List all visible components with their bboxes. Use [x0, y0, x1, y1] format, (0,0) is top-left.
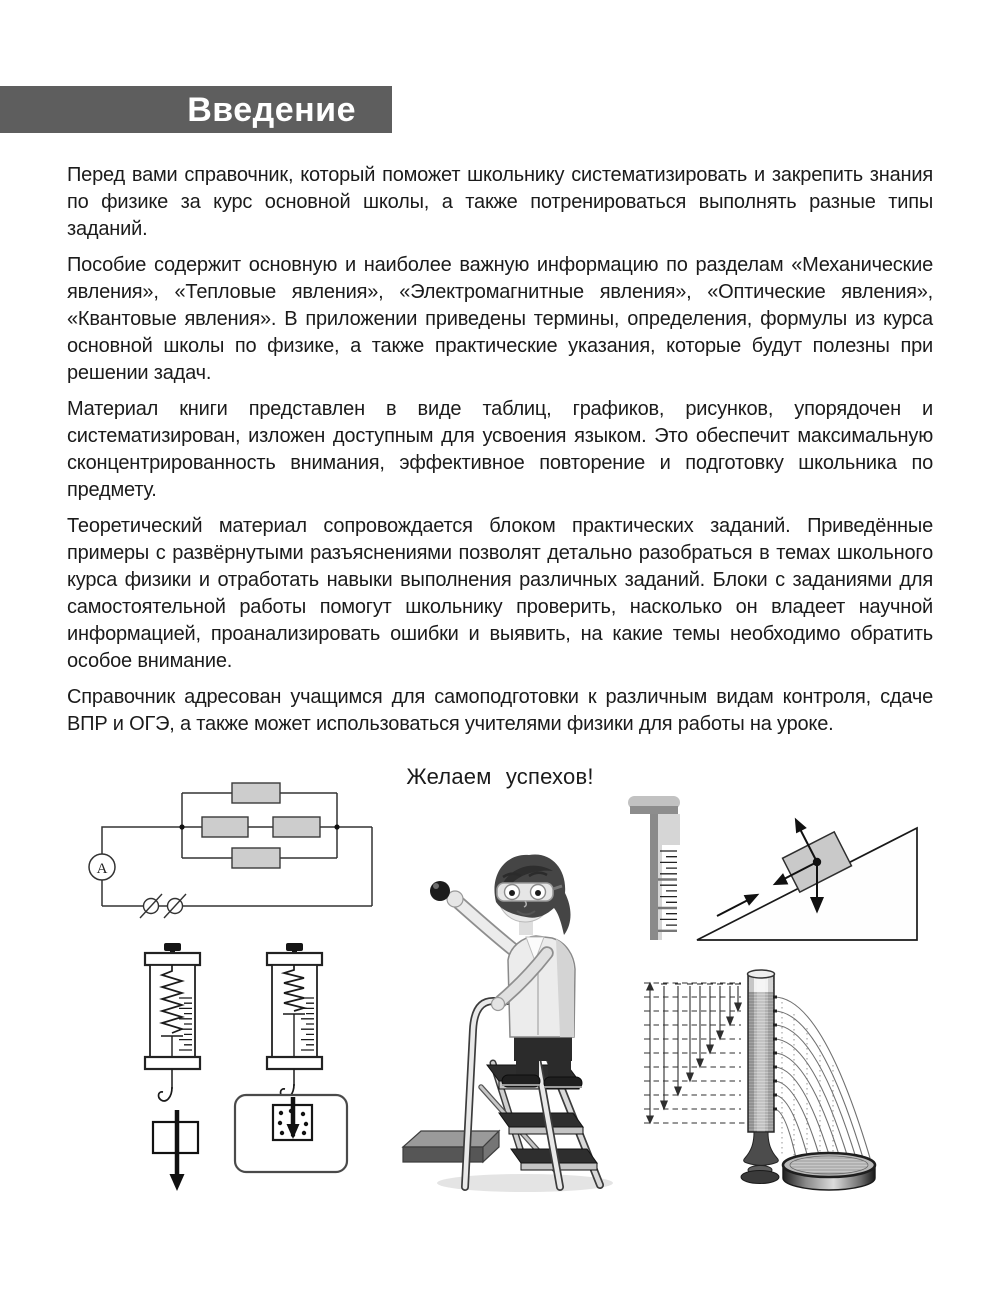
hook-icon — [159, 1087, 172, 1101]
paragraph: Перед вами справочник, который поможет школьнику систематизировать и закрепить знания по физике за курс основной школы, а также потренироваться выполнять разные типы заданий. — [67, 164, 933, 240]
figure-inclined-plane — [620, 785, 920, 945]
kid-icon — [430, 854, 582, 1089]
ammeter-icon — [89, 854, 115, 880]
grid-dashed-lines — [644, 983, 748, 1123]
figure-parallel-circuit — [85, 781, 380, 933]
intro-text — [67, 162, 933, 747]
paragraph: Справочник адресован учащимся для самоподготовки к различным видам контроля, сдаче ВПР и ОГЭ, а также может использоваться учителями физики для работы на уроке. — [67, 686, 933, 735]
figure-kid-on-stepladder — [395, 825, 620, 1200]
resistor-icons — [202, 783, 320, 868]
figure-water-jets — [630, 950, 900, 1202]
junction-dot — [334, 824, 339, 829]
page-title: Введение — [187, 90, 356, 129]
floor-mat-icon — [403, 1131, 499, 1162]
incline-icon — [697, 820, 917, 940]
measuring-cylinder-icon — [628, 796, 680, 940]
chapter-header-band — [0, 86, 392, 133]
column-icon — [741, 970, 779, 1184]
jet-trajectories — [774, 997, 870, 1158]
dynamometer-left — [145, 943, 200, 1191]
dynamometer-right — [235, 943, 347, 1172]
svg-text:А: А — [96, 861, 108, 877]
dish-icon — [783, 1153, 875, 1190]
ball-icon — [430, 881, 450, 901]
paragraph: Теоретический материал сопровождается блоком практических заданий. Приведённые примеры с развёрнутыми разъяснениями позволят детально разобраться в темах школьного курса физики и отработать навыки выполнения различных заданий. Блоки с заданиями для самостоятельной работы помогут школьнику проверить, насколько он владеет научной информацией, проанализировать ошибки и выявить, на какие темы необходимо обратить особое внимание. — [67, 515, 933, 672]
hand — [492, 998, 505, 1011]
wish-line: Желаем успехов! — [406, 764, 594, 789]
paragraph: Пособие содержит основную и наиболее важную информацию по разделам «Механические явления», «Тепловые явления», «Электромагнитные явления», «Оптические явления», «Квантовые явления». В приложении приведены термины, определения, формулы из курса основной школы по физике, а также практические указания, которые будут полезны при решении задач. — [67, 254, 933, 384]
paragraph: Материал книги представлен в виде таблиц, графиков, рисунков, упорядочен и систематизирован, изложен доступным для усвоения языком. Это обеспечит максимальную сконцентрированность внимания, эффективное повторение и подготовку школьника по предмету. — [67, 398, 933, 501]
figure-dynamometers — [130, 940, 355, 1202]
junction-dot — [179, 824, 184, 829]
